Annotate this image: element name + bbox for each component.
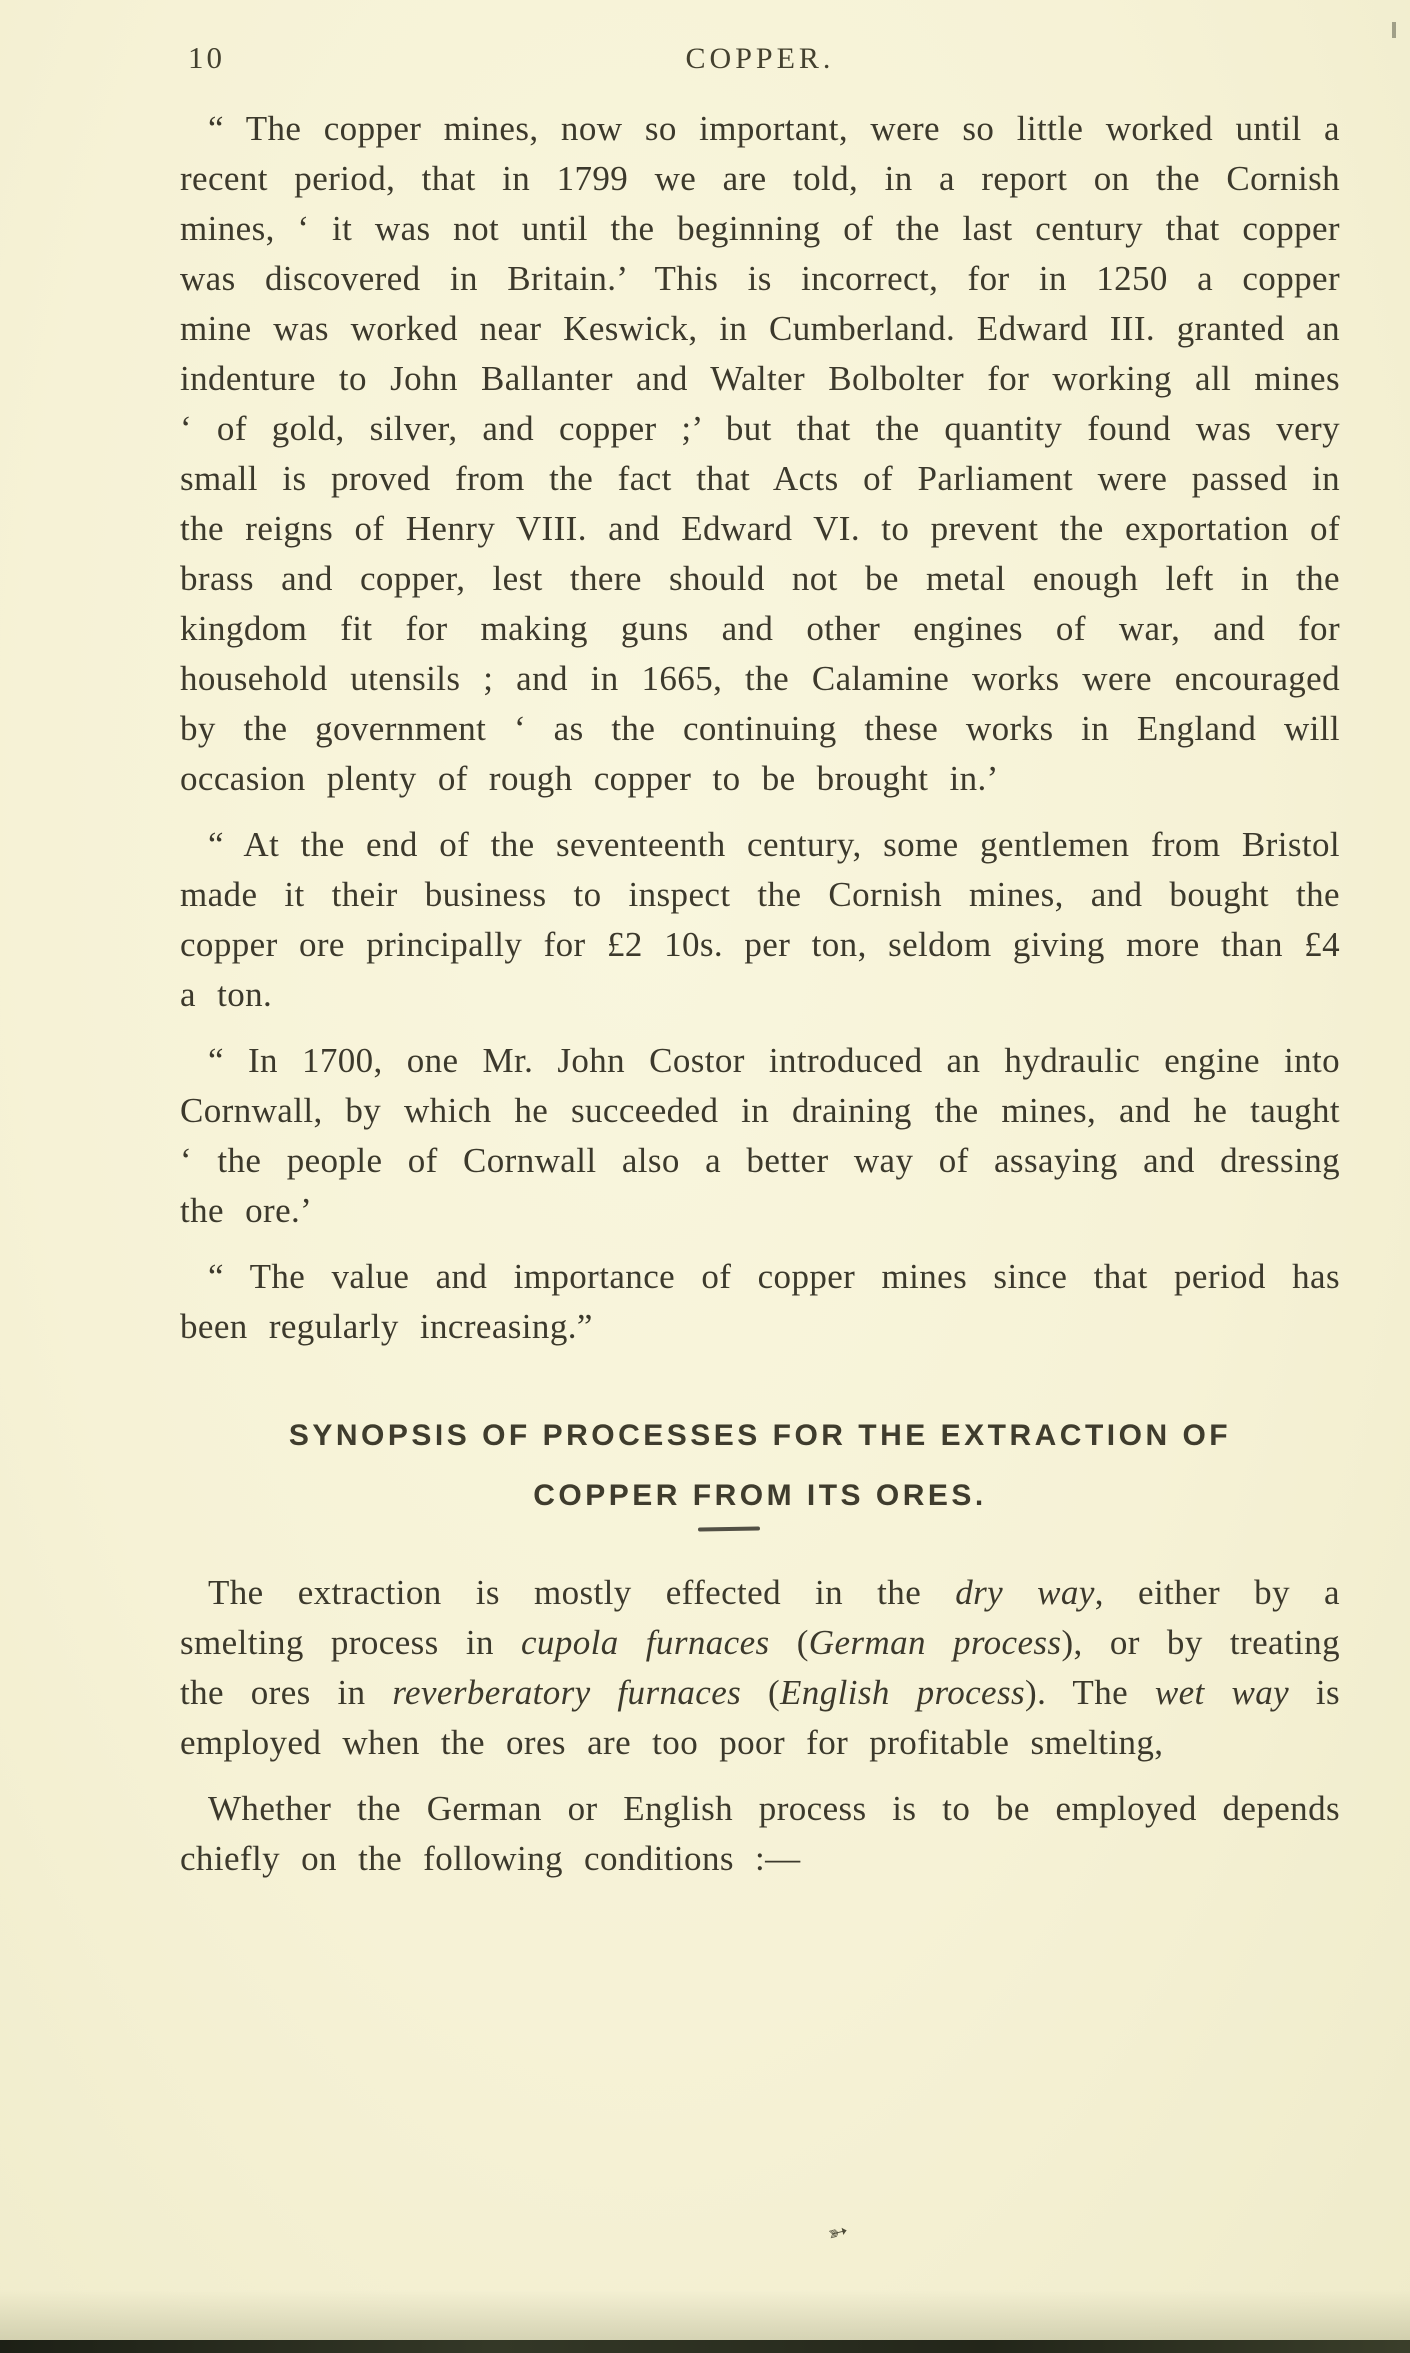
section-heading-line1: SYNOPSIS OF PROCESSES FOR THE EXTRACTION OF bbox=[288, 1419, 1232, 1452]
page-bottom-shading bbox=[0, 2290, 1410, 2340]
page-edge-shadow bbox=[0, 2340, 1410, 2353]
printers-mark-icon: ➳ bbox=[825, 2217, 852, 2249]
paragraph-bristol-gentlemen: “ At the end of the seventeenth century, some gentlemen from Bristol made it their business to inspect the Cornish mines, and bought the copper ore principally for £2 10s. per ton, seldom giving more than £4 a ton. bbox=[180, 825, 1340, 1014]
paragraph-john-costor: “ In 1700, one Mr. John Costor introduced an hydraulic engine into Cornwall, by which he succeeded in draining the mines, and he taught ‘ the people of Cornwall also a better way of assaying and dressing the ore.’ bbox=[180, 1041, 1340, 1230]
running-title: COPPER. bbox=[685, 42, 835, 75]
page-header bbox=[180, 40, 1340, 104]
section-heading-line2: COPPER FROM ITS ORES. bbox=[533, 1479, 987, 1512]
text-block bbox=[180, 40, 1340, 1900]
page-number: 10 bbox=[188, 40, 225, 75]
paragraph-process-conditions: Whether the German or English process is to be employed depends chiefly on the following conditions :— bbox=[180, 1789, 1340, 1878]
paragraph-extraction-processes: The extraction is mostly effected in the dry way, either by a smelting process in cupola furnaces (German process), or by treating the ores in reverberatory furnaces (English process). The wet way is employed when the ores are too poor for profitable smelting, bbox=[180, 1573, 1340, 1762]
paragraph-copper-mines-history: “ The copper mines, now so important, were so little worked until a recent period, that in 1799 we are told, in a report on the Cornish mines, ‘ it was not until the beginning of the last century that copper was discovered in Britain.’ This is incorrect, for in 1250 a copper mine was worked near Keswick, in Cumberland. Edward III. granted an indenture to John Ballanter and Walter Bolbolter for working all mines ‘ of gold, silver, and copper ;’ but that the quantity found was very small is proved from the fact that Acts of Parliament were passed in the reigns of Henry VIII. and Edward VI. to prevent the exportation of brass and copper, lest there should not be metal enough left in the kingdom fit for making guns and other engines of war, and for household utensils ; and in 1665, the Calamine works were encouraged by the government ‘ as the continuing these works in England will occasion plenty of rough copper to be brought in.’ bbox=[180, 109, 1340, 798]
scan-edge-artifact bbox=[1392, 22, 1396, 38]
body-text bbox=[180, 104, 1340, 1884]
section-heading bbox=[180, 1406, 1340, 1526]
paragraph-value-importance: “ The value and importance of copper mines since that period has been regularly increasing.” bbox=[180, 1257, 1340, 1346]
